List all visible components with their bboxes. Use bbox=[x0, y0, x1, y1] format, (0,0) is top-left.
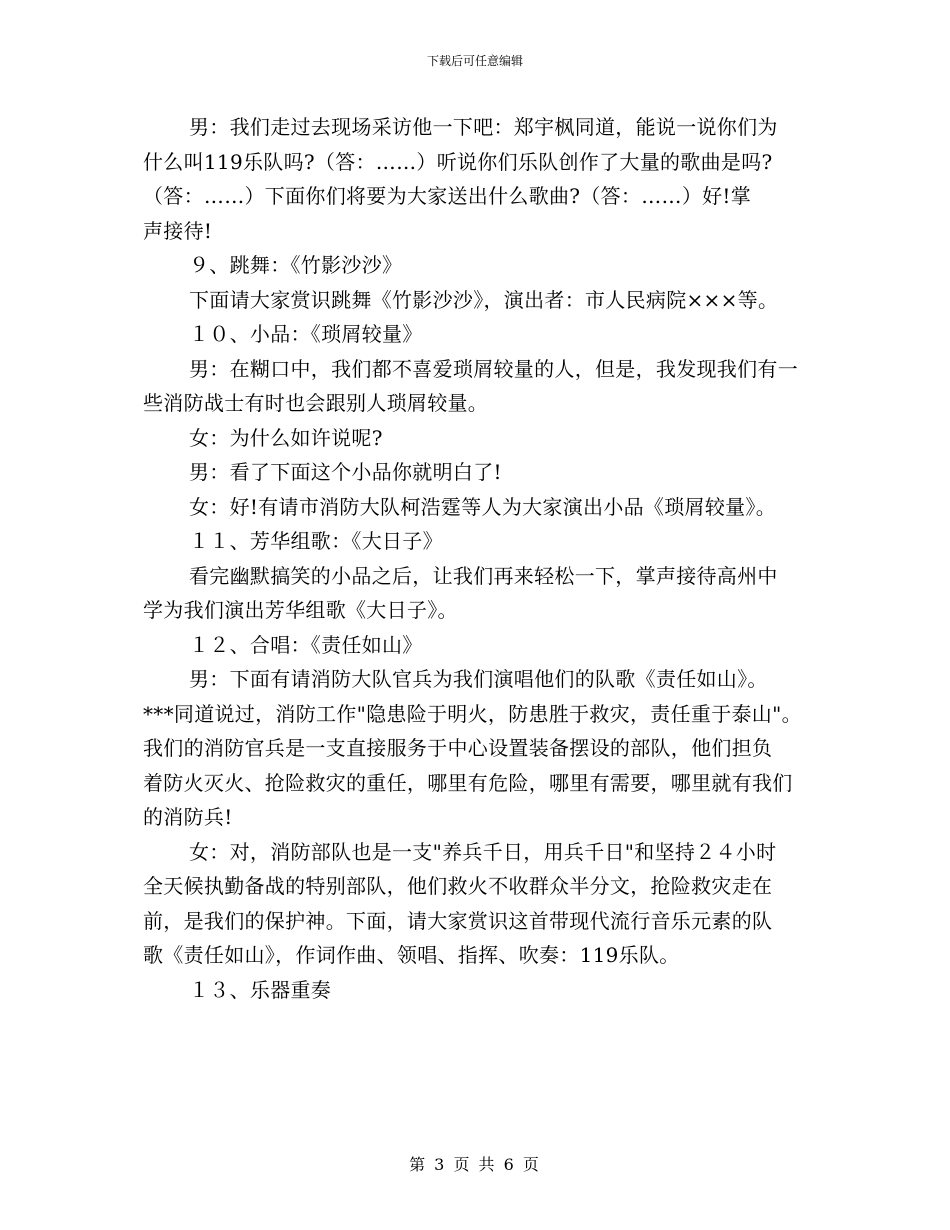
paragraph-line: 些消防战士有时也会跟别人琐屑较量。 bbox=[143, 391, 489, 415]
paragraph-line: ***同道说过，消防工作"隐患险于明火，防患胜于救灾，责任重于泰山"。 bbox=[143, 701, 802, 726]
paragraph-line: 全天候执勤备战的特别部队，他们救火不收群众半分文，抢险救灾走在 bbox=[143, 874, 773, 898]
paragraph-line: 学为我们演出芳华组歌《大日子》。 bbox=[143, 598, 458, 622]
paragraph-line: 前，是我们的保护神。下面，请大家赏识这首带现代流行音乐元素的队 bbox=[143, 908, 773, 933]
paragraph-line: 女：为什么如许说呢? bbox=[189, 425, 383, 450]
paragraph-line: 男：看了下面这个小品你就明白了! bbox=[189, 460, 502, 484]
paragraph-line: 的消防兵! bbox=[143, 805, 233, 829]
paragraph-line: （答：……）下面你们将要为大家送出什么歌曲?（答：……）好!掌 bbox=[143, 184, 752, 208]
page-footer: 第 3 页 共 6 页 bbox=[409, 1155, 541, 1174]
paragraph-line: 歌《责任如山》，作词作曲、领唱、指挥、吹奏：119乐队。 bbox=[143, 943, 680, 967]
section-heading: １２、合唱：《责任如山》 bbox=[189, 632, 423, 657]
paragraph-line: 我们的消防官兵是一支直接服务于中心设置装备摆设的部队，他们担负 bbox=[143, 736, 773, 760]
paragraph-line: 男：我们走过去现场采访他一下吧：郑宇枫同道，能说一说你们为 bbox=[189, 115, 778, 139]
section-heading: １１、芳华组歌：《大日子》 bbox=[189, 529, 443, 553]
paragraph-line: 下面请大家赏识跳舞《竹影沙沙》，演出者：市人民病院×××等。 bbox=[189, 287, 779, 312]
paragraph-line: 看完幽默搞笑的小品之后，让我们再来轻松一下，掌声接待高州中 bbox=[189, 563, 778, 588]
page-header: 下载后可任意编辑 bbox=[426, 54, 523, 68]
section-heading: １３、乐器重奏 bbox=[189, 977, 332, 1002]
document-body bbox=[143, 110, 833, 1007]
paragraph-line: 男：在糊口中，我们都不喜爱琐屑较量的人，但是，我发现我们有一 bbox=[189, 356, 798, 381]
paragraph-line: 着防火灭火、抢险救灾的重任，哪里有危险，哪里有需要，哪里就有我们 bbox=[143, 770, 793, 795]
paragraph-line: 男：下面有请消防大队官兵为我们演唱他们的队歌《责任如山》。 bbox=[189, 667, 768, 691]
section-heading: １０、小品：《琐屑较量》 bbox=[189, 322, 423, 346]
paragraph-line: 女：好!有请市消防大队柯浩霆等人为大家演出小品《琐屑较量》。 bbox=[189, 494, 777, 519]
paragraph-line: 女：对，消防部队也是一支"养兵千日，用兵千日"和坚持２４小时 bbox=[189, 839, 777, 864]
paragraph-line: 什么叫119乐队吗?（答：……）听说你们乐队创作了大量的歌曲是吗? bbox=[143, 149, 773, 174]
paragraph-line: 声接待! bbox=[143, 218, 213, 243]
section-heading: ９、跳舞：《竹影沙沙》 bbox=[189, 253, 403, 277]
